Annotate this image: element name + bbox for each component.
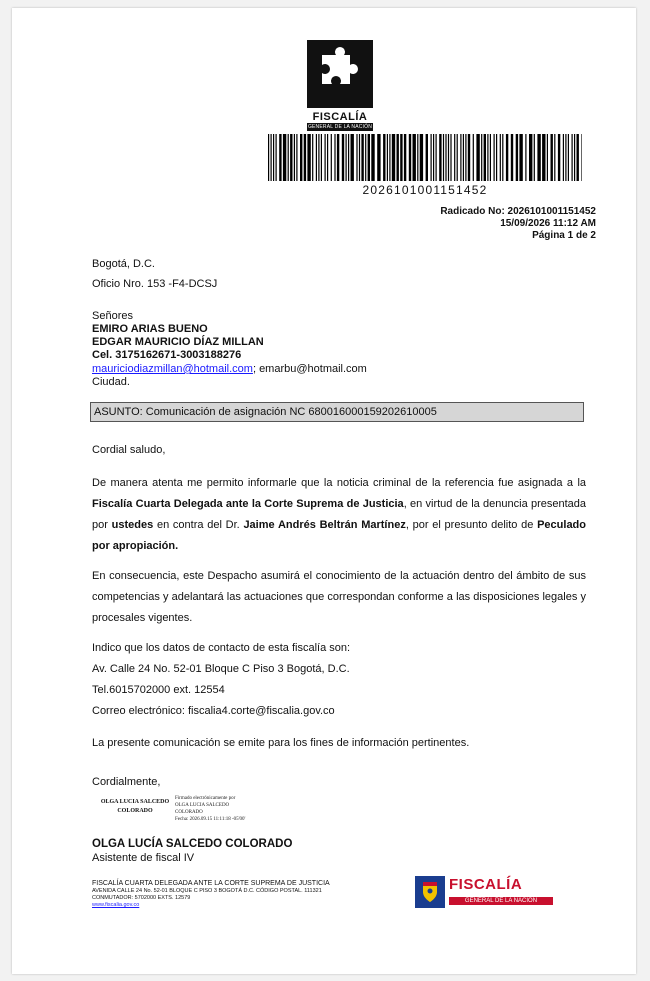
asunto-box: ASUNTO: Comunicación de asignación NC 680016000159202610005 [90,402,584,422]
signer-name: OLGA LUCÍA SALCEDO COLORADO [92,838,293,850]
puzzle-icon [307,40,373,108]
logo-subtitle: GENERAL DE LA NACIÓN [307,124,373,130]
stamp-detail-4: Fecha: 2026.09.15 11:11:18 -05'00' [175,817,246,822]
p1-accused: Jaime Andrés Beltrán Martínez [243,519,406,531]
contact-address: Av. Calle 24 No. 52-01 Bloque C Piso 3 Bogotá, D.C. [92,663,350,675]
p1-text-g: , por el presunto delito de [405,519,538,531]
barcode [266,134,584,181]
email-2: ; emarbu@hotmail.com [252,363,367,375]
radicado-block [440,206,596,242]
recipients-salutation: Señores [92,310,133,322]
coat-of-arms-icon [415,876,445,908]
oficio-line: Oficio Nro. 153 -F4-DCSJ [92,278,218,290]
footer-logo-subtitle: GENERAL DE LA NACIÓN [449,897,553,905]
stamp-name-line-1: OLGA LUCIA SALCEDO [100,799,170,805]
contact-intro: Indico que los datos de contacto de esta fiscalía son: [92,642,351,654]
footer-line-1: FISCALÍA CUARTA DELEGADA ANTE LA CORTE SUPREMA DE JUSTICIA [92,880,330,887]
signature-stamp-name [90,798,180,816]
stamp-name-line-2: COLORADO [117,808,153,814]
city-line: Bogotá, D.C. [92,258,155,270]
signer-role: Asistente de fiscal IV [92,852,195,864]
greeting: Cordial saludo, [92,444,166,456]
logo-word: FISCALÍA [312,111,368,123]
p1-ustedes: ustedes [111,519,154,531]
recipient-name-1: EMIRO ARIAS BUENO [92,323,208,335]
stamp-detail-2: OLGA LUCIA SALCEDO [175,803,230,808]
paragraph-1 [92,473,586,557]
stamp-detail-3: COLORADO [175,810,203,815]
contact-email: Correo electrónico: fiscalia4.corte@fiscalia.gov.co [92,705,335,717]
p1-fiscalia: Fiscalía Cuarta Delegada ante la Corte Suprema de Justicia [92,498,404,510]
footer-text [92,879,402,909]
footer-line-2: AVENIDA CALLE 24 No. 52-01 BLOQUE C PISO 3 BOGOTÁ D.C. CÓDIGO POSTAL. 111321 [92,888,322,894]
footer-logo-word: FISCALÍA [449,876,523,893]
p1-text-e: en contra del Dr. [153,519,244,531]
barcode-number: 2026101001151452 [362,183,488,197]
fiscalia-logo [307,40,373,130]
radicado-number: Radicado No: 2026101001151452 [440,206,596,217]
footer-website-link[interactable]: www.fiscalia.gov.co [92,902,140,908]
contact-tel: Tel.6015702000 ext. 12554 [92,684,225,696]
recipient-city: Ciudad. [92,376,130,388]
footer-line-3: CONMUTADOR: 5702000 EXTS. 12579 [92,895,191,901]
paragraph-2: En consecuencia, este Despacho asumirá el conocimiento de la actuación dentro del ámbito de sus competencias y adelantará las actuaciones que correspondan conforme a las disposiciones legales y procesales vigentes. [92,570,586,624]
p1-delito: Peculado por apropiación. [92,519,586,552]
p1-text-c: , en virtud de la denuncia presentada por [92,498,586,531]
footer-fiscalia-logo [415,876,555,910]
recipient-phone: Cel. 3175162671-3003188276 [92,349,242,361]
signature-stamp-details [175,795,285,823]
page-number: Página 1 de 2 [532,230,596,241]
p1-text-a: De manera atenta me permito informarle que la noticia criminal de la referencia fue asignada a la [92,477,586,489]
recipient-emails [92,363,367,376]
recipient-name-2: EDGAR MAURICIO DÍAZ MILLAN [92,336,264,348]
closing: Cordialmente, [92,776,161,788]
paragraph-3: La presente comunicación se emite para los fines de información pertinentes. [92,737,470,749]
stamp-detail-1: Firmado electrónicamente por [175,796,236,801]
radicado-datetime: 15/09/2026 11:12 AM [500,218,596,229]
email-link-1[interactable]: mauriciodiazmillan@hotmail.com [92,363,253,375]
document-page [12,8,636,974]
